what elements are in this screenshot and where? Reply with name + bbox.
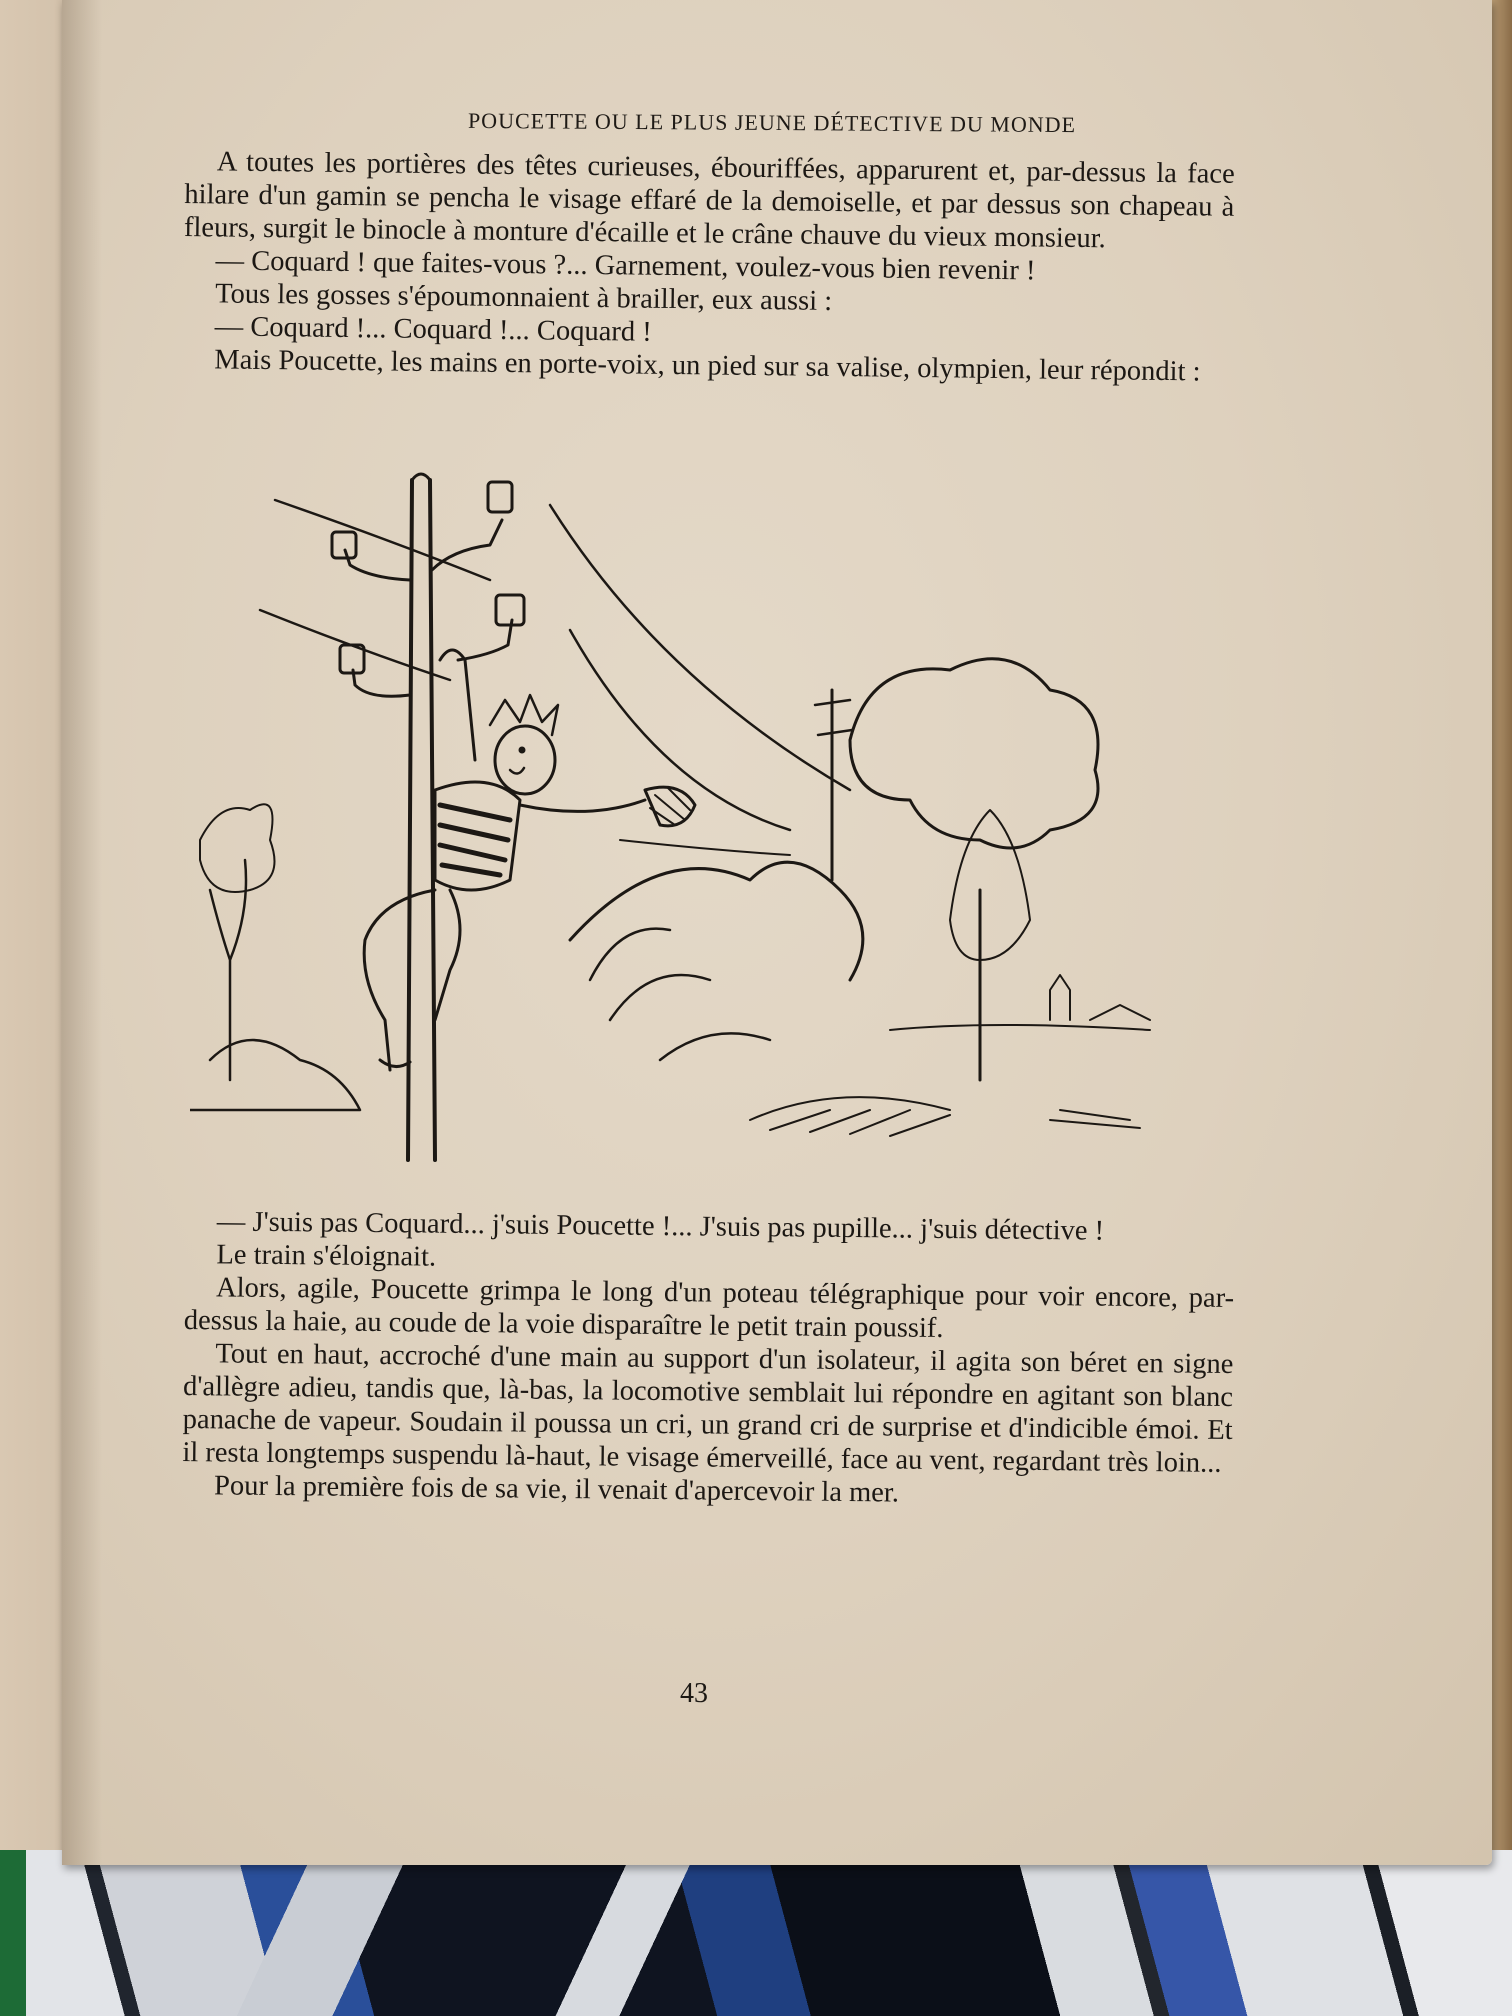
page-number: 43 (680, 1678, 708, 1709)
illustration-boy-on-telegraph-pole (190, 460, 1250, 1180)
paragraph: Mais Poucette, les mains en porte-voix, un pied sur sa valise, olympien, leur répondit : (214, 344, 1201, 388)
background-green-object (0, 1845, 26, 2016)
text-block-top (182, 145, 1235, 389)
paragraph: Pour la première fois de sa vie, il venait d'apercevoir la mer. (213, 1470, 900, 1509)
paragraph: Tout en haut, accroché d'une main au support d'un isolateur, il agita son béret en signe d'allègre adieu, tandis que, là-bas, la locomotive semblait lui répondre en agitant son blanc panache de vapeur. Soudain il poussa un cri, un grand cri de surprise et d'indicible émoi. Et il resta longtemps suspendu là-haut, le visage émerveillé, face au vent, regardant très loin... (182, 1338, 1234, 1479)
book-cover-edge (1492, 0, 1512, 1850)
text-block-bottom (182, 1205, 1235, 1513)
running-head: POUCETTE OU LE PLUS JEUNE DÉTECTIVE DU MONDE (467, 107, 1077, 138)
paragraph: — Coquard !... Coquard !... Coquard ! (214, 311, 652, 348)
paragraph: A toutes les portières des têtes curieuses, ébouriffées, apparurent et, par-dessus la face hilare d'un gamin se pencha le visage effaré de la demoiselle, et par dessus son chapeau à fleurs, surgit le binocle à monture d'écaille et le crâne chauve du vieux monsieur. (183, 146, 1235, 255)
paragraph: Le train s'éloignait. (216, 1239, 437, 1273)
background-floor (0, 1840, 1512, 2016)
paragraph: Alors, agile, Poucette grimpa le long d'un poteau télégraphique pour voir encore, par-dessus la haie, au coude de la voie disparaître le petit train poussif. (183, 1272, 1235, 1344)
paragraph: Tous les gosses s'époumonnaient à brailler, eux aussi : (214, 278, 833, 317)
paragraph: — Coquard ! que faites-vous ?... Garnement, voulez-vous bien revenir ! (215, 245, 1036, 287)
paragraph: — J'suis pas Coquard... j'suis Poucette !... J'suis pas pupille... j'suis détective ! (216, 1206, 1105, 1247)
